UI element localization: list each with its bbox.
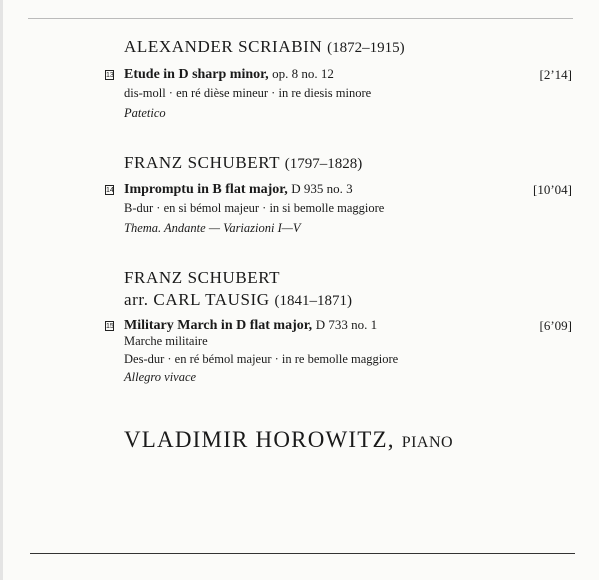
composer-schubert-2 [124, 268, 280, 288]
work-title: Military March in D flat major, [124, 318, 313, 333]
arranger-dates: (1841–1871) [274, 293, 353, 309]
composer-dates: (1872–1915) [327, 40, 405, 56]
tempo-14: Thema. Andante — Variazioni I—V [124, 221, 301, 235]
work-catalog: D 935 no. 3 [291, 181, 353, 196]
composer-dates: (1797–1828) [284, 156, 363, 172]
performer-credit [124, 427, 453, 453]
work-catalog: D 733 no. 1 [315, 317, 378, 332]
track-duration-15: [6’09] [539, 318, 572, 333]
top-rule [28, 18, 573, 19]
alt-titles-13: dis-moll · en ré dièse mineur · in re diesis minore [124, 86, 372, 100]
alt-titles-14: B-dur · en si bémol majeur · in si bemolle maggiore [124, 201, 385, 215]
tempo-13: Patetico [124, 106, 166, 120]
track-duration-14: [10’04] [533, 182, 572, 197]
performer-name: VLADIMIR HOROWITZ, [124, 427, 395, 452]
track-duration-13: [2’14] [539, 67, 572, 82]
arranger-tausig [124, 290, 352, 310]
work-title: Etude in D sharp minor, [124, 67, 269, 82]
track-number-14: 14 [106, 187, 114, 194]
composer-name: FRANZ SCHUBERT [124, 153, 280, 172]
subtitle-15: Marche militaire [124, 334, 208, 348]
track-number-15: 15 [106, 323, 114, 330]
track-title-13 [124, 66, 334, 83]
left-page-edge [0, 0, 3, 580]
track-title-14 [124, 181, 353, 198]
tempo-15: Allegro vivace [124, 370, 197, 384]
composer-scriabin [124, 37, 405, 57]
composer-schubert [124, 153, 362, 173]
performer-instrument: PIANO [401, 434, 454, 451]
arranger-name: arr. CARL TAUSIG [124, 290, 270, 309]
track-number-13: 13 [106, 72, 114, 79]
composer-name: ALEXANDER SCRIABIN [124, 37, 323, 56]
alt-titles-15: Des-dur · en ré bémol majeur · in re bemolle maggiore [124, 352, 399, 366]
bottom-rule [30, 553, 575, 554]
work-catalog: op. 8 no. 12 [272, 66, 334, 81]
track-title-15 [124, 317, 377, 334]
work-title: Impromptu in B flat major, [124, 182, 288, 197]
composer-name: FRANZ SCHUBERT [124, 268, 281, 287]
